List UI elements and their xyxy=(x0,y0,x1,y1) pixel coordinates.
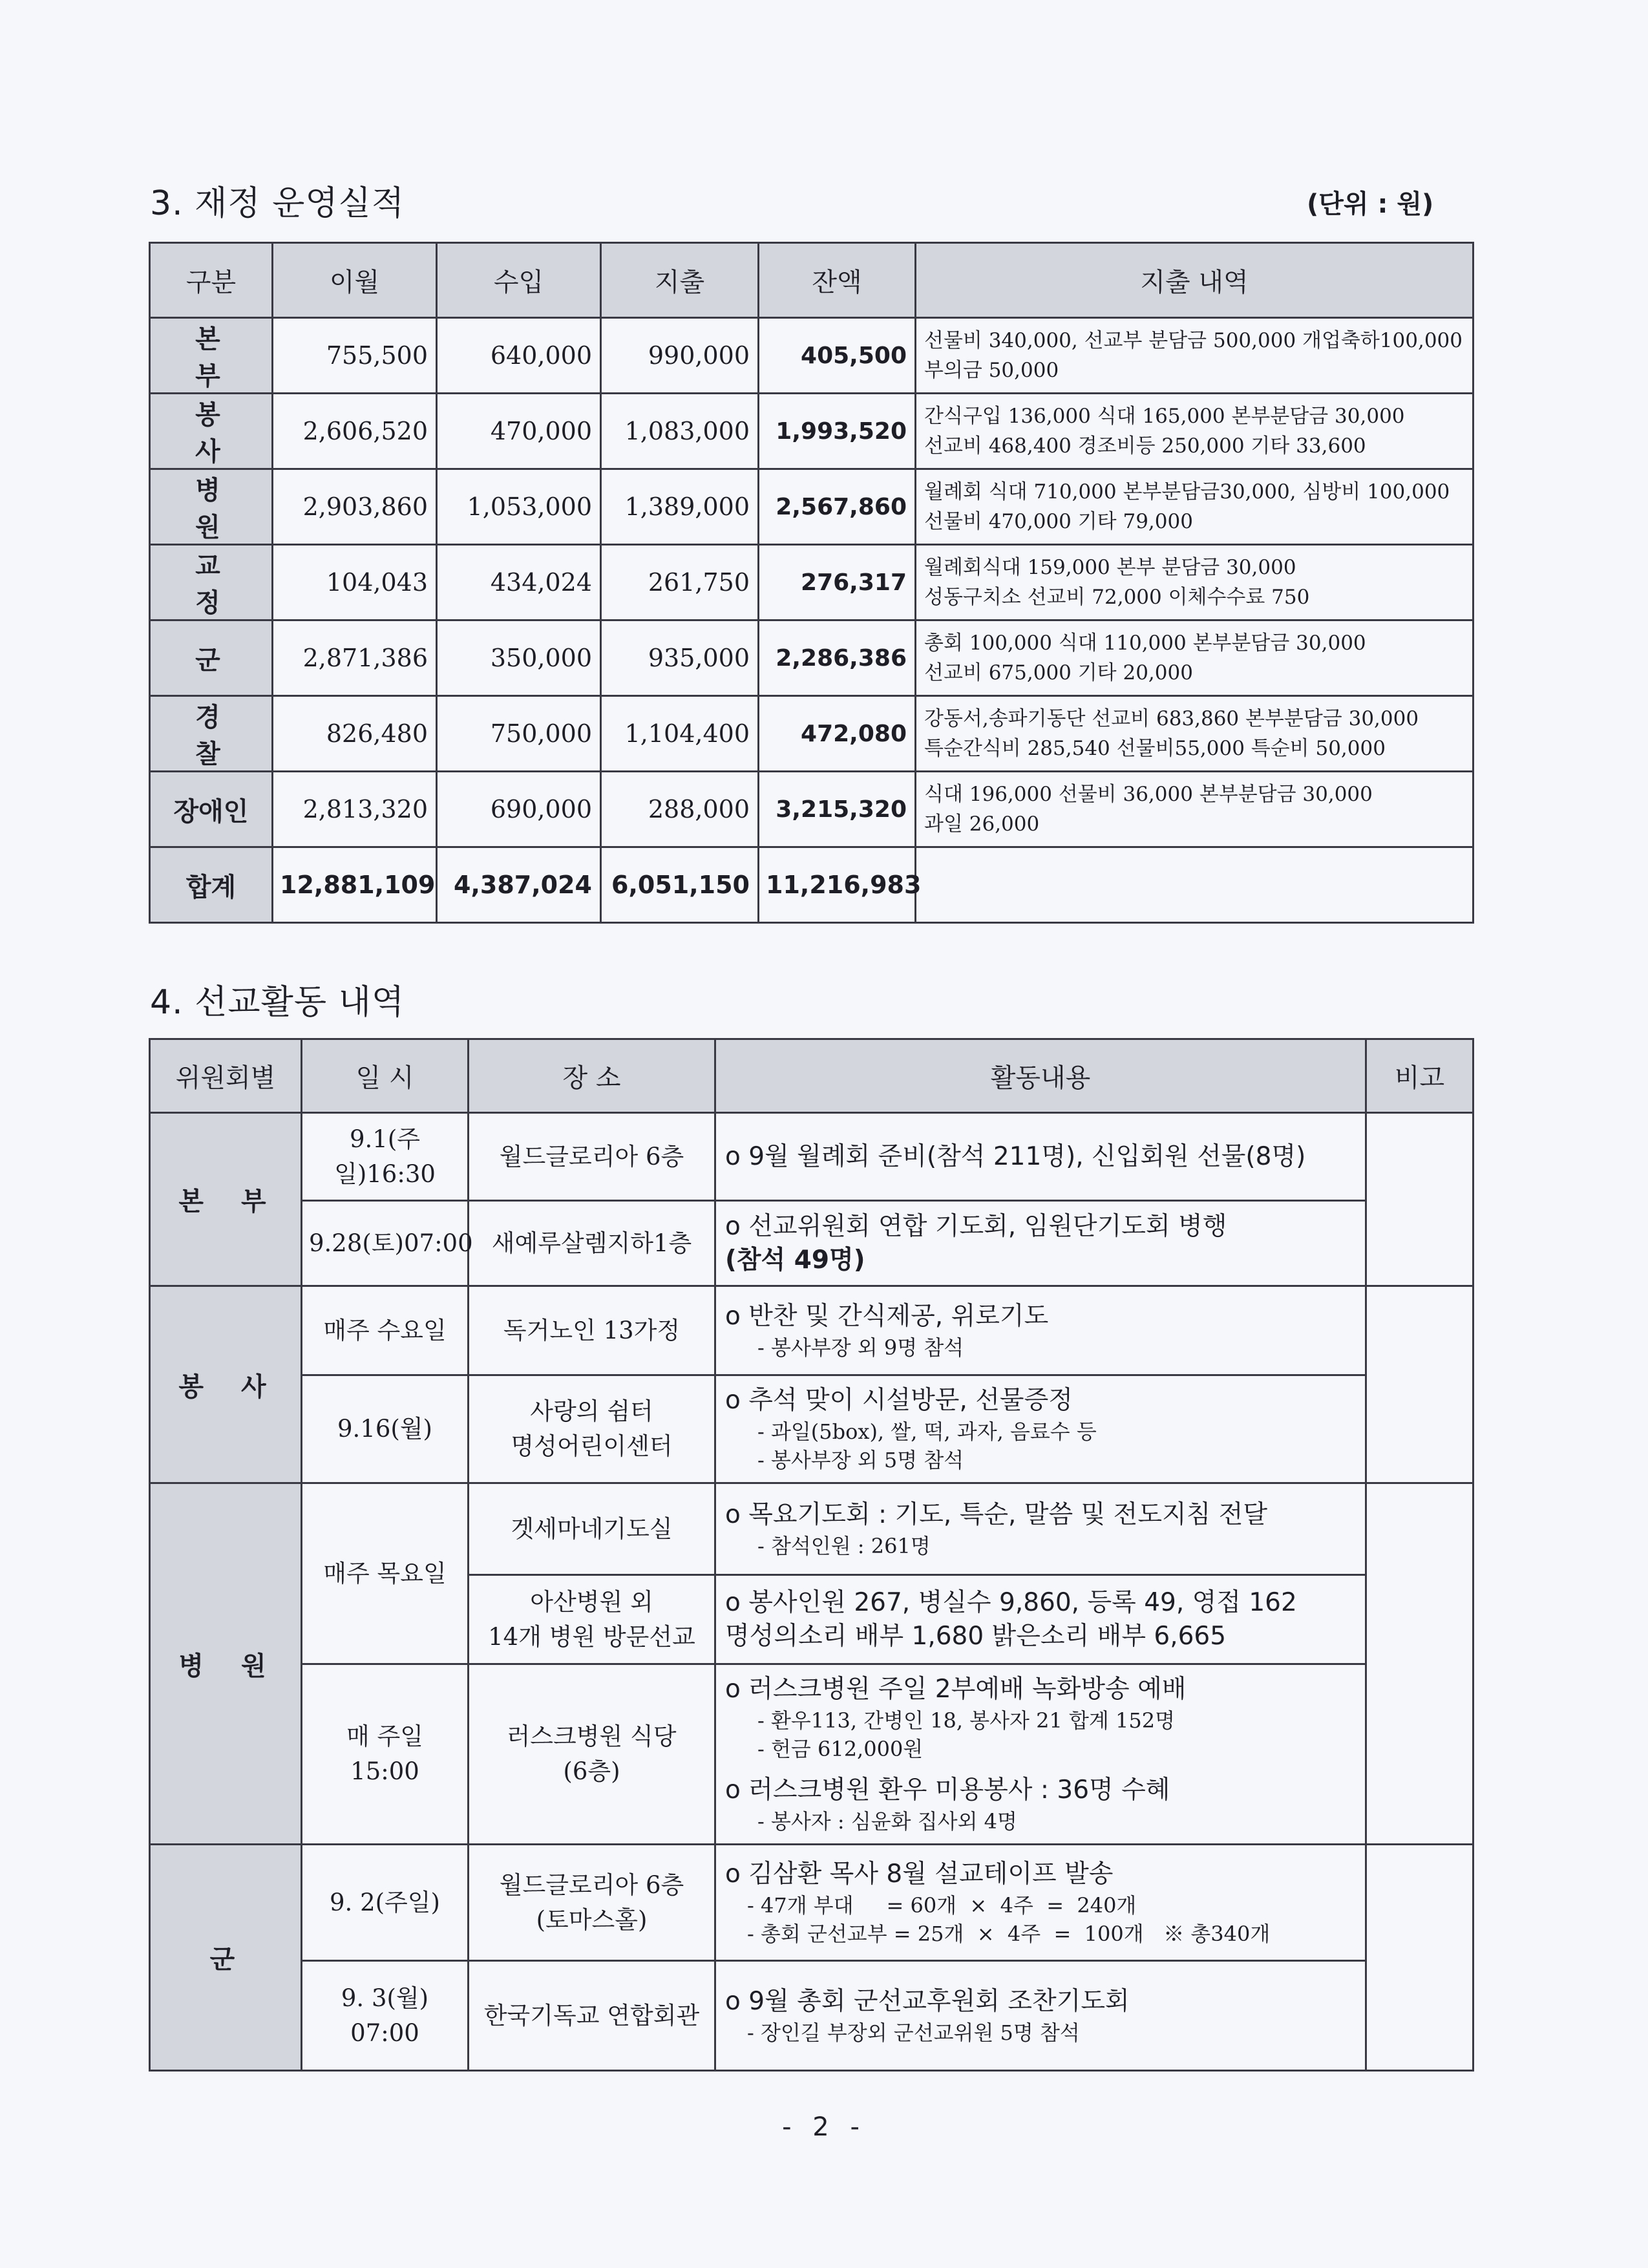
finance-carryover: 2,871,386 xyxy=(273,620,437,696)
finance-income: 434,024 xyxy=(437,545,601,620)
finance-details xyxy=(916,772,1474,847)
finance-category: 군 xyxy=(150,620,273,696)
activity-note xyxy=(1366,1113,1474,1286)
finance-row xyxy=(150,772,1474,847)
committee-cell: 봉 사 xyxy=(150,1286,302,1483)
finance-income: 1,053,000 xyxy=(437,469,601,545)
finance-detail-line: 부의금 50,000 xyxy=(924,359,1059,382)
finance-total-row xyxy=(150,847,1474,923)
activity-header-content: 활동내용 xyxy=(715,1039,1366,1113)
finance-details xyxy=(916,545,1474,620)
activity-item: o 선교위원회 연합 기도회, 임원단기도회 병행 xyxy=(725,1211,1227,1241)
datetime-line: 07:00 xyxy=(350,2019,419,2047)
committee-cell: 병 원 xyxy=(150,1483,302,1845)
finance-balance: 472,080 xyxy=(759,696,916,772)
committee-cell: 본 부 xyxy=(150,1113,302,1286)
activity-header-place: 장 소 xyxy=(469,1039,715,1113)
finance-total-details xyxy=(916,847,1474,923)
activity-subitem: - 과일(5box), 쌀, 떡, 과자, 음료수 등 xyxy=(757,1419,1097,1444)
finance-carryover: 826,480 xyxy=(273,696,437,772)
activity-content xyxy=(715,1113,1366,1201)
activity-row xyxy=(150,1375,1474,1483)
finance-expense: 1,104,400 xyxy=(601,696,759,772)
page-number: - 2 - xyxy=(782,2112,866,2142)
place-line: 사랑의 쉼터 xyxy=(530,1397,653,1425)
finance-details xyxy=(916,469,1474,545)
activity-datetime xyxy=(302,1286,469,1375)
activity-item: o 추석 맞이 시설방문, 선물증정 xyxy=(725,1386,1073,1415)
finance-carryover: 755,500 xyxy=(273,318,437,394)
activity-place xyxy=(469,1664,715,1845)
finance-details xyxy=(916,620,1474,696)
activity-datetime xyxy=(302,1113,469,1201)
activity-item: o 김삼환 목사 8월 설교테이프 발송 xyxy=(725,1859,1114,1889)
activity-content xyxy=(715,1961,1366,2071)
finance-detail-line: 강동서,송파기동단 선교비 683,860 본부분담금 30,000 xyxy=(924,707,1419,730)
finance-total-balance: 11,216,983 xyxy=(759,847,916,923)
finance-balance: 3,215,320 xyxy=(759,772,916,847)
finance-income: 350,000 xyxy=(437,620,601,696)
finance-detail-line: 특순간식비 285,540 선물비55,000 특순비 50,000 xyxy=(924,737,1386,760)
activity-item: o 러스크병원 환우 미용봉사 : 36명 수혜 xyxy=(725,1775,1170,1805)
activity-note xyxy=(1366,1286,1474,1483)
activity-table xyxy=(149,1038,1474,2072)
activity-row xyxy=(150,1113,1474,1201)
activity-content xyxy=(715,1286,1366,1375)
finance-header-row xyxy=(150,243,1474,318)
place-line: 월드글로리아 6층 xyxy=(499,1871,684,1899)
place-line: 월드글로리아 6층 xyxy=(499,1142,684,1171)
finance-header-category: 구분 xyxy=(150,243,273,318)
activity-subitem: - 장인길 부장외 군선교위원 5명 참석 xyxy=(747,2020,1080,2045)
finance-row xyxy=(150,696,1474,772)
datetime-line: 매 주일 xyxy=(346,1722,423,1750)
finance-detail-line: 성동구치소 선교비 72,000 이체수수료 750 xyxy=(924,586,1310,609)
finance-balance: 276,317 xyxy=(759,545,916,620)
activity-header-datetime: 일 시 xyxy=(302,1039,469,1113)
activity-datetime xyxy=(302,1664,469,1845)
activity-subitem: - 참석인원 : 261명 xyxy=(757,1533,931,1558)
finance-carryover: 104,043 xyxy=(273,545,437,620)
finance-carryover: 2,606,520 xyxy=(273,394,437,469)
activity-row xyxy=(150,1664,1474,1845)
finance-expense: 1,389,000 xyxy=(601,469,759,545)
finance-total-label: 합계 xyxy=(150,847,273,923)
finance-carryover: 2,813,320 xyxy=(273,772,437,847)
activity-datetime xyxy=(302,1961,469,2071)
finance-category: 본 부 xyxy=(150,318,273,394)
activity-item: (참석 49명) xyxy=(725,1245,865,1275)
finance-detail-line: 간식구입 136,000 식대 165,000 본부분담금 30,000 xyxy=(924,405,1405,428)
finance-category: 병 원 xyxy=(150,469,273,545)
finance-details xyxy=(916,394,1474,469)
activity-subitem: - 봉사부장 외 5명 참석 xyxy=(757,1448,964,1472)
finance-income: 750,000 xyxy=(437,696,601,772)
activity-place xyxy=(469,1201,715,1286)
place-line: (6층) xyxy=(563,1757,620,1785)
activity-content xyxy=(715,1575,1366,1664)
finance-total-expense: 6,051,150 xyxy=(601,847,759,923)
finance-details xyxy=(916,696,1474,772)
activity-subitem: - 환우113, 간병인 18, 봉사자 21 합계 152명 xyxy=(757,1708,1175,1733)
activity-datetime xyxy=(302,1483,469,1664)
activity-header-row xyxy=(150,1039,1474,1113)
finance-detail-line: 월례회식대 159,000 본부 분담금 30,000 xyxy=(924,556,1296,579)
place-line: 새예루살렘지하1층 xyxy=(491,1229,692,1257)
finance-row xyxy=(150,318,1474,394)
finance-category: 봉 사 xyxy=(150,394,273,469)
activity-place xyxy=(469,1113,715,1201)
finance-category: 교 정 xyxy=(150,545,273,620)
finance-header-balance: 잔액 xyxy=(759,243,916,318)
place-line: 한국기독교 연합회관 xyxy=(483,2001,700,2030)
place-line: 명성어린이센터 xyxy=(511,1432,673,1460)
activity-subitem: - 봉사자 : 심윤화 집사외 4명 xyxy=(757,1809,1017,1834)
finance-carryover: 2,903,860 xyxy=(273,469,437,545)
activity-datetime xyxy=(302,1375,469,1483)
finance-expense: 288,000 xyxy=(601,772,759,847)
finance-detail-line: 월례회 식대 710,000 본부분담금30,000, 심방비 100,000 xyxy=(924,480,1450,503)
activity-item: o 러스크병원 주일 2부예배 녹화방송 예배 xyxy=(725,1675,1187,1704)
activity-place xyxy=(469,1961,715,2071)
finance-balance: 2,567,860 xyxy=(759,469,916,545)
activity-place xyxy=(469,1375,715,1483)
finance-row xyxy=(150,394,1474,469)
finance-income: 690,000 xyxy=(437,772,601,847)
activity-note xyxy=(1366,1483,1474,1845)
committee-cell: 군 xyxy=(150,1845,302,2071)
finance-balance: 2,286,386 xyxy=(759,620,916,696)
finance-expense: 935,000 xyxy=(601,620,759,696)
finance-header-expense: 지출 xyxy=(601,243,759,318)
item-spacer xyxy=(725,1763,1356,1774)
finance-detail-line: 식대 196,000 선물비 36,000 본부분담금 30,000 xyxy=(924,783,1373,806)
datetime-line: 9. 2(주일) xyxy=(330,1888,440,1916)
finance-income: 640,000 xyxy=(437,318,601,394)
finance-row xyxy=(150,620,1474,696)
datetime-line: 9.1(주일)16:30 xyxy=(334,1125,436,1188)
activity-item: o 봉사인원 267, 병실수 9,860, 등록 49, 영접 162 xyxy=(725,1587,1297,1617)
place-line: 아산병원 외 xyxy=(530,1587,653,1616)
activity-row xyxy=(150,1483,1474,1575)
finance-balance: 405,500 xyxy=(759,318,916,394)
finance-expense: 261,750 xyxy=(601,545,759,620)
finance-row xyxy=(150,469,1474,545)
activity-place xyxy=(469,1483,715,1575)
activity-row xyxy=(150,1845,1474,1961)
finance-header-income: 수입 xyxy=(437,243,601,318)
finance-expense: 990,000 xyxy=(601,318,759,394)
activity-content xyxy=(715,1375,1366,1483)
activity-section-title: 4. 선교활동 내역 xyxy=(150,983,405,1022)
activity-item: 명성의소리 배부 1,680 밝은소리 배부 6,665 xyxy=(725,1621,1227,1651)
finance-section-title: 3. 재정 운영실적 xyxy=(150,184,405,223)
datetime-line: 15:00 xyxy=(350,1757,419,1785)
datetime-line: 매주 수요일 xyxy=(323,1316,447,1344)
finance-total-carryover: 12,881,109 xyxy=(273,847,437,923)
finance-detail-line: 선교비 468,400 경조비등 250,000 기타 33,600 xyxy=(924,434,1366,458)
activity-content xyxy=(715,1845,1366,1961)
activity-place xyxy=(469,1575,715,1664)
activity-subitem: - 47개 부대 = 60개 × 4주 = 240개 xyxy=(747,1892,1137,1918)
finance-income: 470,000 xyxy=(437,394,601,469)
activity-place xyxy=(469,1286,715,1375)
activity-subitem: - 총회 군선교부 = 25개 × 4주 = 100개 ※ 총340개 xyxy=(747,1921,1271,1946)
finance-category: 경 찰 xyxy=(150,696,273,772)
place-line: 독거노인 13가정 xyxy=(503,1316,681,1344)
finance-unit-label: (단위 : 원) xyxy=(1307,189,1434,219)
place-line: 러스크병원 식당 xyxy=(507,1722,677,1750)
activity-subitem: - 헌금 612,000원 xyxy=(757,1737,924,1761)
finance-total-income: 4,387,024 xyxy=(437,847,601,923)
activity-item: o 9월 총회 군선교후원회 조찬기도회 xyxy=(725,1986,1130,2016)
activity-row xyxy=(150,1961,1474,2071)
activity-row xyxy=(150,1201,1474,1286)
finance-header-carryover: 이월 xyxy=(273,243,437,318)
finance-detail-line: 선교비 675,000 기타 20,000 xyxy=(924,661,1193,684)
activity-header-note: 비고 xyxy=(1366,1039,1474,1113)
place-line: (토마스홀) xyxy=(536,1905,648,1934)
finance-row xyxy=(150,545,1474,620)
activity-place xyxy=(469,1845,715,1961)
activity-content xyxy=(715,1483,1366,1575)
place-line: 겟세마네기도실 xyxy=(511,1514,673,1543)
activity-datetime xyxy=(302,1845,469,1961)
activity-item: o 반찬 및 간식제공, 위로기도 xyxy=(725,1301,1049,1331)
finance-table xyxy=(149,242,1474,924)
activity-item: o 9월 월례회 준비(참석 211명), 신입회원 선물(8명) xyxy=(725,1141,1306,1171)
activity-row xyxy=(150,1286,1474,1375)
finance-expense: 1,083,000 xyxy=(601,394,759,469)
place-line: 14개 병원 방문선교 xyxy=(488,1622,695,1651)
datetime-line: 매주 목요일 xyxy=(323,1559,447,1587)
finance-details xyxy=(916,318,1474,394)
activity-item: o 목요기도회 : 기도, 특순, 말씀 및 전도지침 전달 xyxy=(725,1500,1268,1529)
activity-datetime xyxy=(302,1201,473,1286)
finance-detail-line: 과일 26,000 xyxy=(924,812,1040,836)
activity-content xyxy=(715,1664,1366,1845)
finance-category: 장애인 xyxy=(150,772,273,847)
activity-header-committee: 위원회별 xyxy=(150,1039,302,1113)
activity-note xyxy=(1366,1845,1474,2071)
datetime-line: 9. 3(월) xyxy=(341,1984,429,2012)
finance-detail-line: 선물비 340,000, 선교부 분담금 500,000 개업축하100,000 xyxy=(924,329,1463,352)
finance-detail-line: 선물비 470,000 기타 79,000 xyxy=(924,510,1193,533)
datetime-line: 9.16(월) xyxy=(337,1415,432,1443)
finance-balance: 1,993,520 xyxy=(759,394,916,469)
activity-subitem: - 봉사부장 외 9명 참석 xyxy=(757,1335,964,1360)
finance-header-details: 지출 내역 xyxy=(916,243,1474,318)
datetime-line: 9.28(토)07:00 xyxy=(309,1229,473,1257)
finance-detail-line: 총회 100,000 식대 110,000 본부분담금 30,000 xyxy=(924,631,1366,655)
activity-content xyxy=(715,1201,1366,1286)
